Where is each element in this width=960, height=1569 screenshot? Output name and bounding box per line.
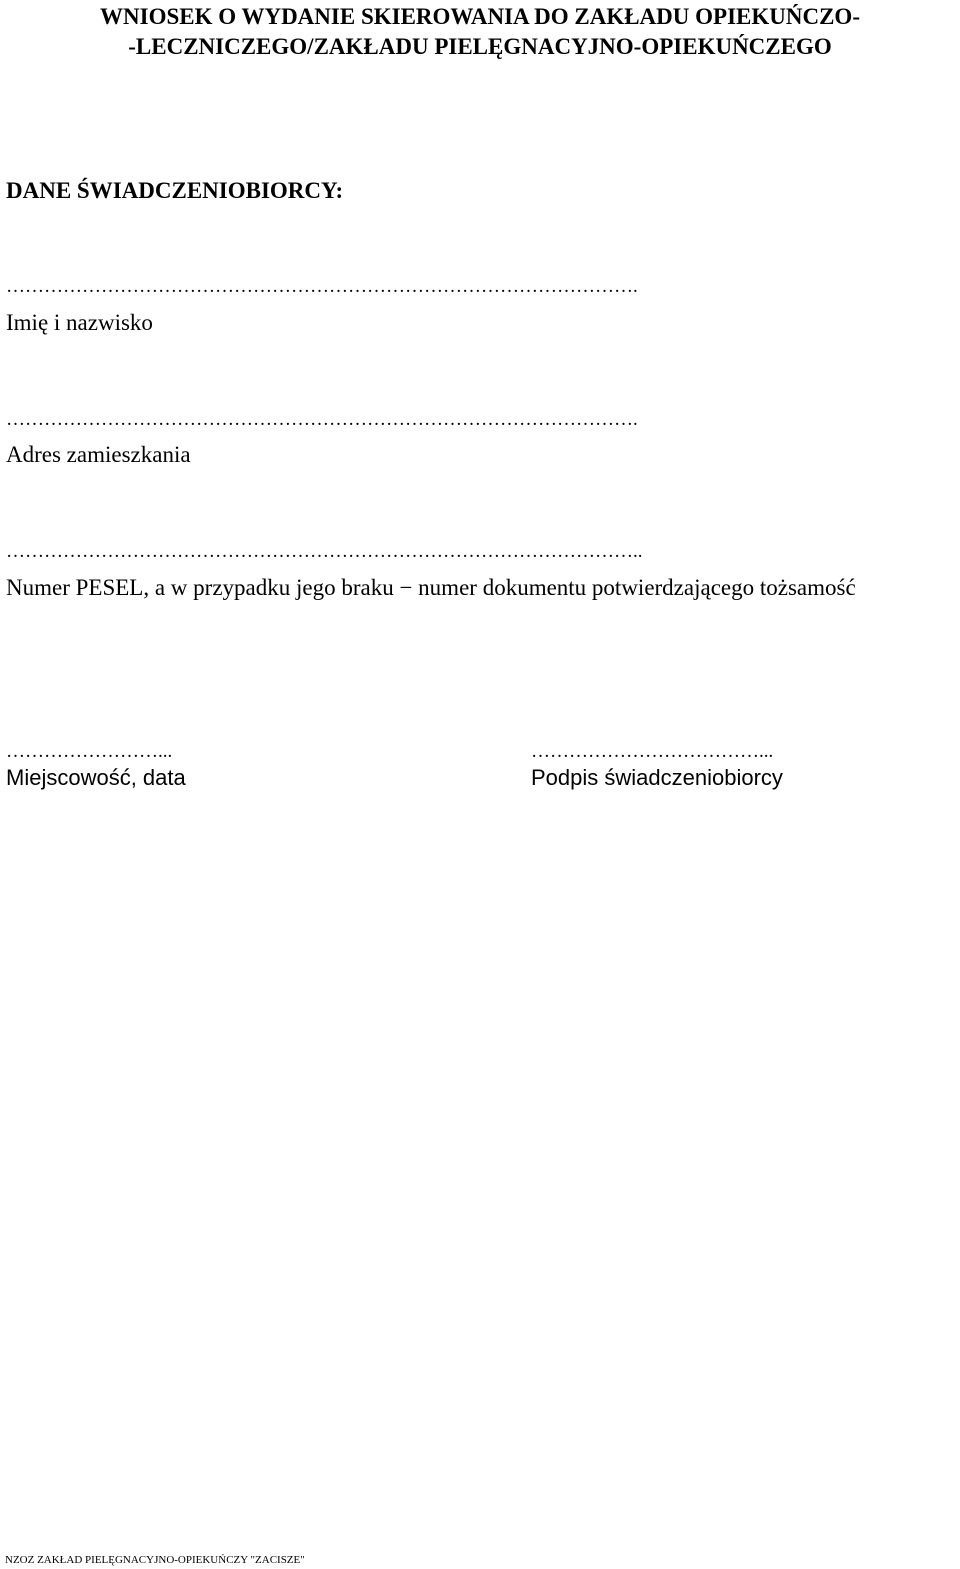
place-date-fill-line[interactable]: ……………………... [6, 741, 173, 762]
address-fill-line[interactable]: ………………………………………………………………………………………. [6, 409, 638, 430]
signature-fill-line[interactable]: ………………………………... [531, 741, 774, 762]
name-fill-line[interactable]: ………………………………………………………………………………………. [6, 276, 638, 297]
address-label: Adres zamieszkania [6, 442, 191, 467]
name-label: Imię i nazwisko [6, 310, 153, 335]
place-date-label: Miejscowość, data [6, 765, 186, 790]
footer-text: NZOZ ZAKŁAD PIELĘGNACYJNO-OPIEKUŃCZY "ZACISZE" [5, 1554, 305, 1566]
document-title-line-2: -LECZNICZEGO/ZAKŁADU PIELĘGNACYJNO-OPIEKUŃCZEGO [128, 34, 832, 59]
document-title-line-1: WNIOSEK O WYDANIE SKIEROWANIA DO ZAKŁADU OPIEKUŃCZO- [100, 4, 860, 29]
pesel-label: Numer PESEL, a w przypadku jego braku − numer dokumentu potwierdzającego tożsamość [6, 575, 856, 600]
section-heading: DANE ŚWIADCZENIOBIORCY: [6, 178, 344, 203]
signature-label: Podpis świadczeniobiorcy [531, 765, 783, 790]
document-title [0, 2, 960, 62]
pesel-fill-line[interactable]: ……………………………………………………………………………………….. [6, 541, 643, 562]
